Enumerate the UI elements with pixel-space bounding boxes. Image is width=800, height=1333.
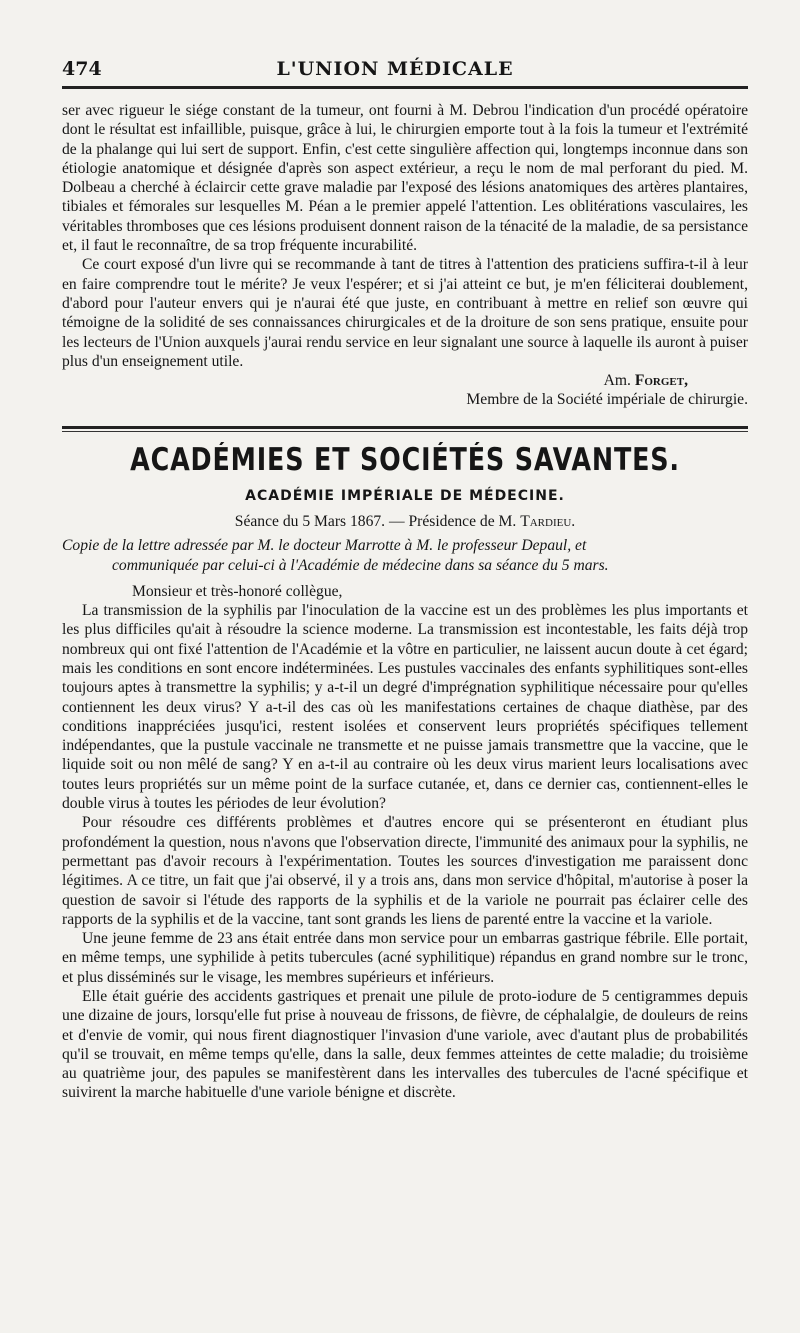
review-paragraph-1: ser avec rigueur le siége constant de la tumeur, ont fourni à M. Debrou l'indication d'un procédé opératoire dont le résultat est infaillible, puisque, grâce à lui, le chirurgien emporte tout à la fois la tumeur et l'extrémité de la phalange qui lui sert de support. Enfin, c'est cette singulière affection qui, longtemps inconnue dans son étiologie anatomique et désignée d'après son aspect extérieur, a reçu le nom de mal perforant du pied. M. Dolbeau a cherché à éclaircir cette grave maladie par l'exposé des lésions anatomiques des artères plantaires, tibiales et fémorales sur lesquelles M. Péan a le premier appelé l'attention. Les oblitérations vasculaires, les véritables thromboses que ces lésions produisent donnent raison de la ténacité de la maladie, de sa persistance et, il faut le reconnaître, de sa trop fréquente incurabilité. [62, 102, 748, 255]
letter-title [62, 536, 748, 576]
seance-line [62, 512, 748, 532]
signature-role: Membre de la Société impériale de chirurgie. [466, 391, 748, 409]
salutation: Monsieur et très-honoré collègue, [132, 582, 343, 600]
running-header [62, 58, 748, 86]
signature-prefix: Am. [603, 372, 631, 390]
letter-paragraph: Une jeune femme de 23 ans était entrée dans mon service pour un embarras gastrique fébrile. Elle portait, en même temps, une syphilide à petits tubercules (acné syphilitique) répandus en grand nombre sur le tronc, et plus disséminés sur le visage, les membres supérieurs et inférieurs. [62, 930, 748, 986]
page-number: 474 [62, 58, 102, 80]
section-subtitle: ACADÉMIE IMPÉRIALE DE MÉDECINE. [245, 487, 565, 504]
seance-president: Tardieu. [520, 512, 576, 530]
section-title: ACADÉMIES ET SOCIÉTÉS SAVANTES. [130, 441, 680, 478]
section-rule-thick [62, 426, 748, 429]
letter-paragraph: La transmission de la syphilis par l'inoculation de la vaccine est un des problèmes les plus importants et les plus difficiles qu'ait à résoudre la science moderne. La transmission est incontestable, les faits déjà trop nombreux qui ont fixé l'attention de l'Académie et la vôtre en particulier, ne laissent aucun doute à cet égard; mais les conditions en sont encore indéterminées. Les pustules vaccinales des enfants syphilitiques sont-elles toujours aptes à transmettre la syphilis; y a-t-il un degré d'imprégnation syphilitique nécessaire pour qu'elles contiennent les deux virus? Y a-t-il des cas où les manifestations certaines de chaque diathèse, par des conditions inappréciées jusqu'ici, restent isolées et conservent leurs propriétés spécifiques tellement indépendantes, que la pustule vaccinale ne transmette et ne puisse jamais transmettre que la vaccine, que le liquide soit ou non mêlé de sang? Y en a-t-il au contraire où les deux virus marient leurs localisations avec toutes leurs propriétés sur un même point de la surface cutanée, et, dans ce dernier cas, contiennent-elles le double virus à toutes les périodes de leur évolution? [62, 602, 748, 813]
letter-paragraph: Pour résoudre ces différents problèmes et d'autres encore qui se présenteront en étudiant plus profondément la question, nous n'avons que l'observation directe, l'immunité des animaux pour la syphilis, ne permettant pas d'avoir recours à l'expérimentation. Toutes les sources d'investigation me paraissent donc légitimes. A ce titre, un fait que j'ai observé, il y a trois ans, dans mon service d'hôpital, m'autorise à poser la question de savoir si l'étude des rapports de la syphilis et de la variole ne pourrait pas éclairer celle des rapports de la syphilis et de la vaccine, tant sont grands les liens de parenté entre la vaccine et la variole. [62, 814, 748, 928]
signature-name: Forget, [634, 372, 688, 390]
review-signature [62, 371, 748, 390]
letter-paragraph: Elle était guérie des accidents gastriques et prenait une pilule de proto-iodure de 5 centigrammes depuis une dizaine de jours, lorsqu'elle fut prise à nouveau de frissons, de fièvre, de céphalalgie, de douleurs de reins et d'envie de vomir, qui nous firent diagnostiquer l'invasion d'une variole, avec d'autant plus de probabilités qu'il se trouvait, en même temps qu'elle, dans la salle, deux femmes atteintes de cette maladie; du troisième au quatrième jour, des papules se manifestèrent dans les intervalles des tubercules de l'acné spécifique et suivirent la marche habituelle d'une variole bénigne et discrète. [62, 987, 748, 1102]
seance-prefix: Séance du 5 Mars 1867. — Présidence de M. [234, 512, 517, 530]
running-title: L'UNION MÉDICALE [276, 58, 514, 80]
letter-title-line-1: Copie de la lettre adressée par M. le docteur Marrotte à M. le professeur Depaul, et [62, 536, 587, 554]
review-paragraph-2: Ce court exposé d'un livre qui se recommande à tant de titres à l'attention des praticiens suffira-t-il à leur en faire comprendre tout le mérite? Je veux l'espérer; et si j'ai atteint ce but, je m'en féliciterai doublement, d'abord pour l'auteur envers qui je n'aurai été que juste, en contribuant à mettre en relief son œuvre qui témoigne de la solidité de ses connaissances chirurgicales et de la droiture de son sens pratique, ensuite pour les lecteurs de l'Union auxquels j'aurai rendu service en leur signalant une source à laquelle ils auront à puiser plus d'un enseignement utile. [62, 256, 748, 370]
section-rule-thin [62, 431, 748, 432]
header-rule [62, 86, 748, 89]
letter-title-line-2: communiquée par celui-ci à l'Académie de médecine dans sa séance du 5 mars. [112, 556, 609, 574]
